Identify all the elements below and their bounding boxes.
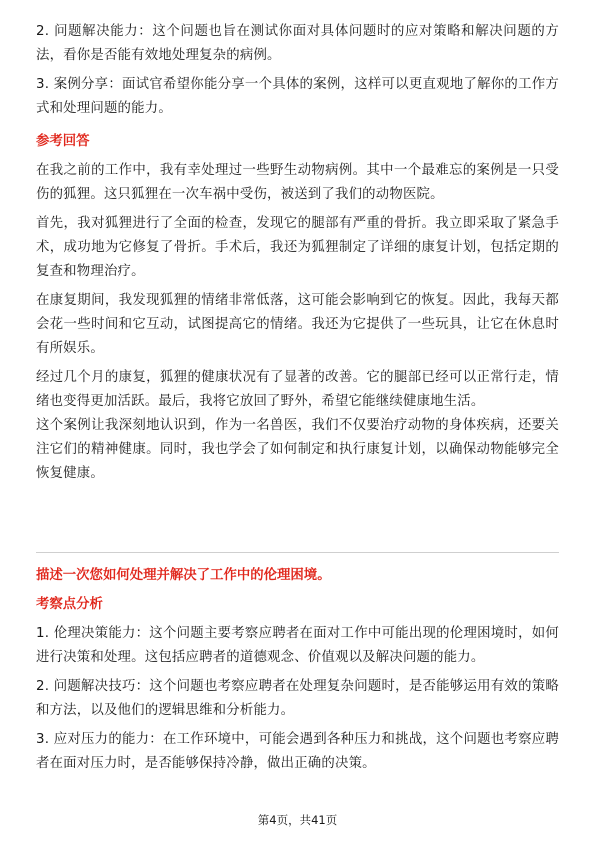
question-section — [36, 564, 559, 776]
answer-paragraph: 这个案例让我深刻地认识到，作为一名兽医，我们不仅要治疗动物的身体疾病，还要关注它们的精神健康。同时，我也学会了如何制定和执行康复计划，以确保动物能够完全恢复健康。 — [36, 418, 559, 481]
list-item: 1. 伦理决策能力：这个问题主要考察应聘者在面对工作中可能出现的伦理困境时，如何进行决策和处理。这包括应聘者的道德观念、价值观以及解决问题的能力。 — [36, 626, 559, 665]
question-title: 描述一次您如何处理并解决了工作中的伦理困境。 — [36, 568, 331, 583]
answer-paragraph: 首先，我对狐狸进行了全面的检查，发现它的腿部有严重的骨折。我立即采取了紧急手术，成功地为它修复了骨折。手术后，我还为狐狸制定了详细的康复计划，包括定期的复查和物理治疗。 — [36, 216, 559, 279]
page-number: 第4页，共41页 — [257, 813, 338, 827]
page-content — [36, 20, 559, 486]
answer-paragraph: 在康复期间，我发现狐狸的情绪非常低落，这可能会影响到它的恢复。因此，我每天都会花一些时间和它互动，试图提高它的情绪。我还为它提供了一些玩具，让它在休息时有所娱乐。 — [36, 293, 559, 356]
answer-paragraph: 在我之前的工作中，我有幸处理过一些野生动物病例。其中一个最难忘的案例是一只受伤的狐狸。这只狐狸在一次车祸中受伤，被送到了我们的动物医院。 — [36, 163, 559, 202]
list-item: 2. 问题解决能力：这个问题也旨在测试你面对具体问题时的应对策略和解决问题的方法，看你是否能有效地处理复杂的病例。 — [36, 24, 559, 63]
section-divider — [36, 552, 559, 553]
list-item: 2. 问题解决技巧：这个问题也考察应聘者在处理复杂问题时，是否能够运用有效的策略和方法，以及他们的逻辑思维和分析能力。 — [36, 679, 559, 718]
answer-paragraph: 经过几个月的康复，狐狸的健康状况有了显著的改善。它的腿部已经可以正常行走，情绪也变得更加活跃。最后，我将它放回了野外，希望它能继续健康地生活。 — [36, 370, 559, 409]
answer-heading: 参考回答 — [36, 134, 90, 149]
analysis-heading: 考察点分析 — [36, 597, 103, 612]
list-item: 3. 案例分享：面试官希望你能分享一个具体的案例，这样可以更直观地了解你的工作方式和处理问题的能力。 — [36, 77, 559, 116]
list-item: 3. 应对压力的能力：在工作环境中，可能会遇到各种压力和挑战，这个问题也考察应聘者在面对压力时，是否能够保持冷静，做出正确的决策。 — [36, 732, 559, 771]
